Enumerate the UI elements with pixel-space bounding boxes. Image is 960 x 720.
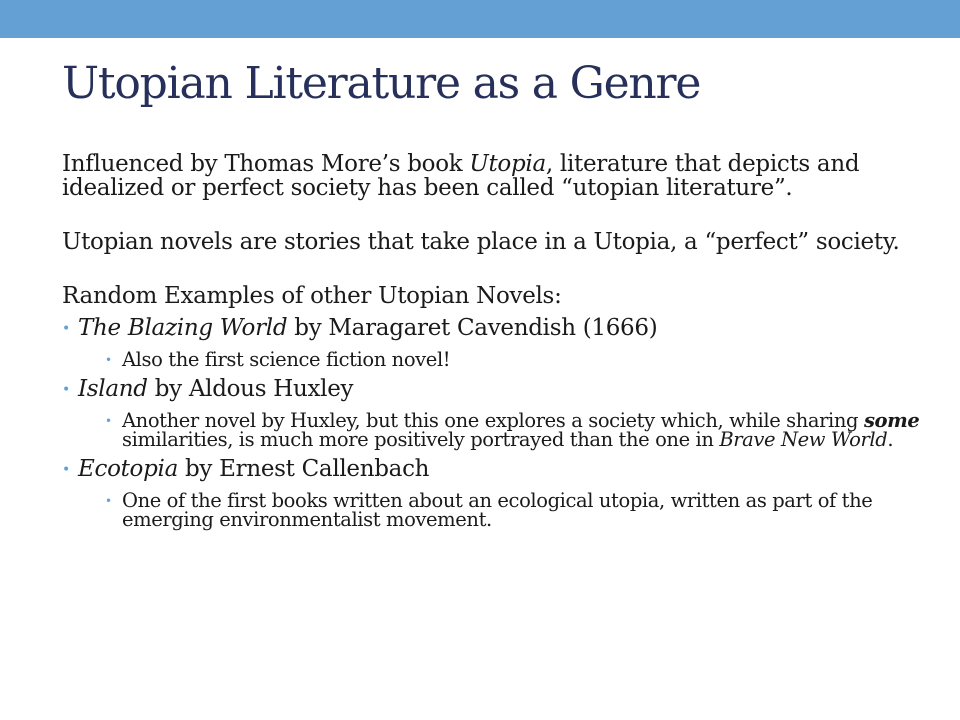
intro-paragraph	[62, 152, 942, 200]
intro-text-2: , literature that depicts and idealized or perfect society has been called “utopian literature”.	[62, 151, 860, 201]
example-note: • One of the first books written about an ecological utopia, written as part of the emerging environmentalist movement.	[78, 491, 942, 529]
examples-heading: Random Examples of other Utopian Novels:	[62, 283, 562, 309]
slide-title: Utopian Literature as a Genre	[62, 58, 701, 109]
spacer	[62, 200, 942, 230]
book-author: by Ernest Callenbach	[178, 456, 430, 482]
top-accent-bar	[0, 0, 960, 38]
intro-text-1: Influenced by Thomas More’s book	[62, 151, 470, 177]
emphasis-some: some	[863, 409, 920, 432]
example-item-island	[62, 377, 942, 449]
example-notes	[78, 491, 942, 529]
example-notes	[78, 411, 942, 449]
note-text-2: similarities, is much more positively portrayed than the one in	[122, 428, 720, 451]
example-note	[78, 411, 942, 449]
slide-body	[62, 152, 942, 529]
book-title: Island	[78, 376, 148, 402]
spacer	[62, 254, 942, 284]
book-title: Ecotopia	[78, 456, 178, 482]
brave-new-world-title: Brave New World	[719, 428, 888, 451]
definition-paragraph: Utopian novels are stories that take place in a Utopia, a “perfect” society.	[62, 229, 900, 255]
note-text-1: Another novel by Huxley, but this one explores a society which, while sharing	[122, 409, 864, 432]
example-note: • Also the first science fiction novel!	[78, 350, 942, 369]
book-author: by Maragaret Cavendish (1666)	[287, 315, 658, 341]
book-author: by Aldous Huxley	[147, 376, 354, 402]
utopia-book-title: Utopia	[469, 151, 546, 177]
example-item-blazing-world	[62, 316, 942, 369]
note-text-3: .	[887, 428, 894, 451]
example-notes	[78, 350, 942, 369]
example-item-ecotopia	[62, 457, 942, 529]
examples-list	[62, 316, 942, 529]
book-title: The Blazing World	[78, 315, 288, 341]
